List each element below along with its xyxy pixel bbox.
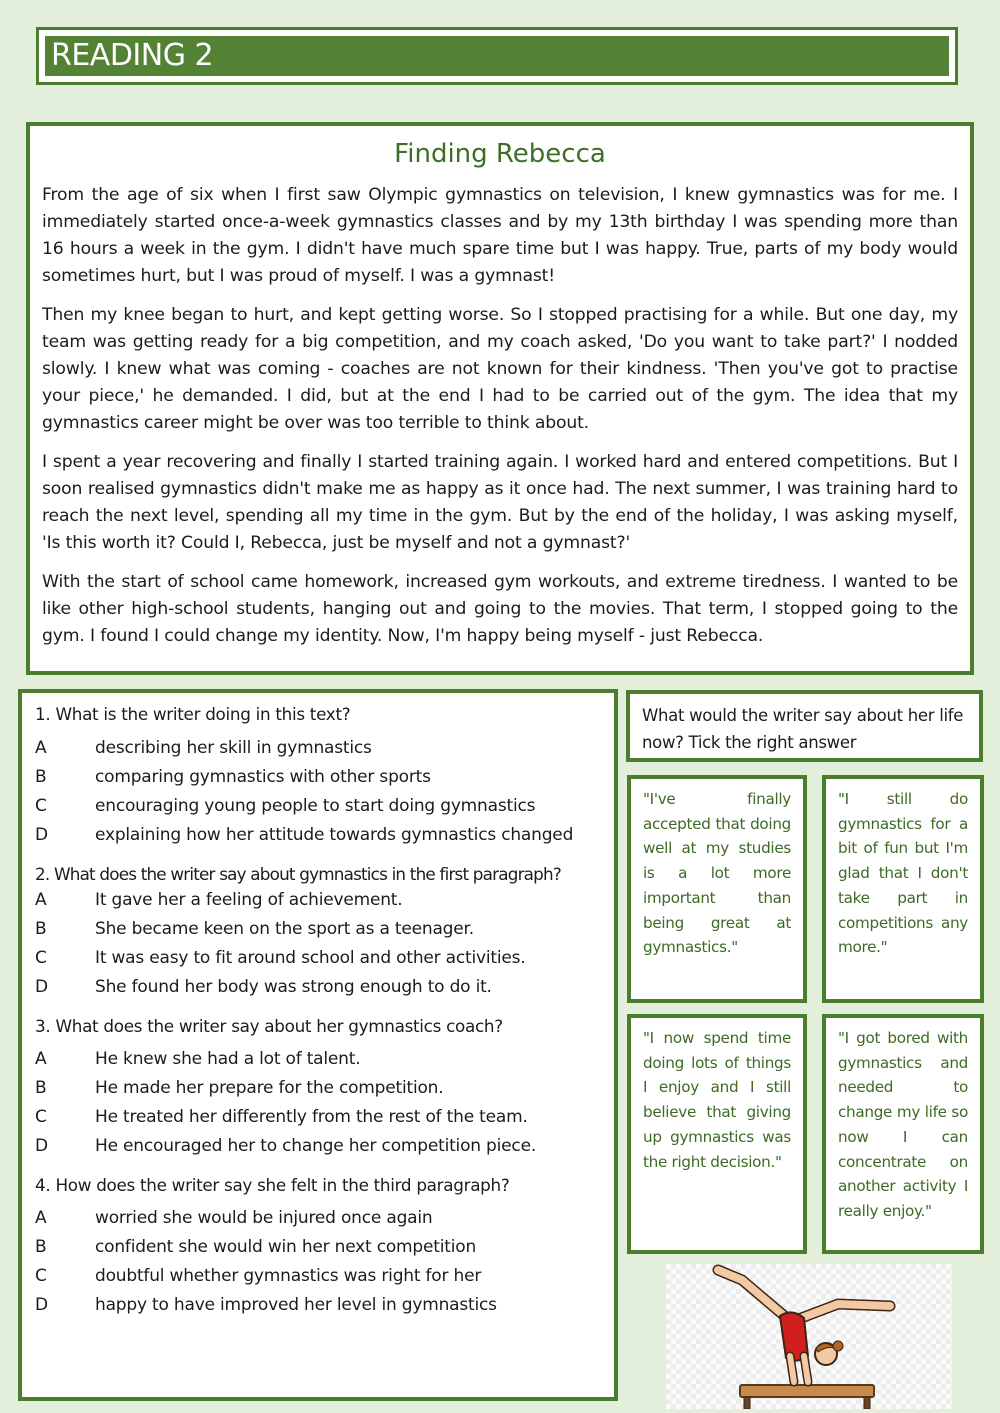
option-text: She became keen on the sport as a teenager. bbox=[95, 919, 474, 939]
option-text: comparing gymnastics with other sports bbox=[95, 767, 431, 787]
answer-option[interactable] bbox=[35, 886, 614, 915]
question-title: 1. What is the writer doing in this text? bbox=[35, 704, 351, 724]
answer-option[interactable] bbox=[35, 944, 614, 973]
option-text: happy to have improved her level in gymnastics bbox=[95, 1295, 497, 1315]
option-letter: B bbox=[35, 1237, 47, 1257]
question-1 bbox=[35, 702, 614, 850]
option-letter: B bbox=[35, 1078, 47, 1098]
option-letter: D bbox=[35, 1136, 48, 1156]
passage-paragraph-1: From the age of six when I first saw Olympic gymnastics on television, I knew gymnastics was for me. I immediately started once-a-week gymnastics classes and by my 13th birthday I was spending more than 16 hours a week in the gym. I didn't have much spare time but I was happy. True, parts of my body would sometimes hurt, but I was proud of myself. I was a gymnast! bbox=[42, 185, 958, 286]
option-letter: A bbox=[35, 890, 47, 910]
option-text: describing her skill in gymnastics bbox=[95, 738, 372, 758]
answer-option[interactable] bbox=[35, 792, 614, 821]
questions-panel bbox=[18, 689, 618, 1401]
answer-card-3[interactable]: "I now spend time doing lots of things I enjoy and I still believe that giving up gymnastics was the right decision." bbox=[627, 1014, 807, 1254]
option-text: He treated her differently from the rest of the team. bbox=[95, 1107, 528, 1127]
answer-option[interactable] bbox=[35, 1262, 614, 1291]
option-letter: D bbox=[35, 825, 48, 845]
passage-paragraph-4: With the start of school came homework, increased gym workouts, and extreme tiredness. I wanted to be like other high-school students, hanging out and going to the movies. That term, I stopped going to the gym. I found I could change my identity. Now, I'm happy being myself - just Rebecca. bbox=[42, 572, 958, 646]
option-text: He knew she had a lot of talent. bbox=[95, 1049, 361, 1069]
option-letter: C bbox=[35, 948, 47, 968]
option-letter: C bbox=[35, 796, 47, 816]
question-3 bbox=[35, 1014, 614, 1161]
answer-option[interactable] bbox=[35, 1103, 614, 1132]
reading-passage bbox=[26, 122, 974, 675]
answer-option[interactable] bbox=[35, 821, 614, 850]
question-title: 4. How does the writer say she felt in the third paragraph? bbox=[35, 1175, 510, 1195]
answer-option[interactable] bbox=[35, 1291, 614, 1320]
option-letter: A bbox=[35, 1049, 47, 1069]
option-letter: B bbox=[35, 767, 47, 787]
option-letter: C bbox=[35, 1266, 47, 1286]
question-4 bbox=[35, 1173, 614, 1320]
answer-option[interactable] bbox=[35, 1233, 614, 1262]
answer-card-2[interactable]: "I still do gymnastics for a bit of fun but I'm glad that I don't take part in competitions any more." bbox=[822, 775, 984, 1003]
option-text: It was easy to fit around school and other activities. bbox=[95, 948, 526, 968]
gymnast-handstand-on-beam-icon bbox=[666, 1264, 952, 1409]
option-letter: D bbox=[35, 977, 48, 997]
passage-title: Finding Rebecca bbox=[394, 139, 606, 169]
passage-paragraph-2: Then my knee began to hurt, and kept getting worse. So I stopped practising for a while. But one day, my team was getting ready for a big competition, and my coach asked, 'Do you want to take part?' I nodded slowly. I knew what was coming - coaches are not known for their kindness. 'Then you've got to practise your piece,' he demanded. I did, but at the end I had to be carried out of the gym. The idea that my gymnastics career might be over was too terrible to think about. bbox=[42, 305, 958, 433]
option-letter: C bbox=[35, 1107, 47, 1127]
answer-option[interactable] bbox=[35, 1074, 614, 1103]
answer-option[interactable] bbox=[35, 763, 614, 792]
answer-option[interactable] bbox=[35, 1132, 614, 1161]
answer-card-4[interactable]: "I got bored with gymnastics and needed to change my life so now I can concentrate on another activity I really enjoy." bbox=[822, 1014, 984, 1254]
option-text: doubtful whether gymnastics was right for her bbox=[95, 1266, 482, 1286]
option-text: He made her prepare for the competition. bbox=[95, 1078, 444, 1098]
answer-option[interactable] bbox=[35, 915, 614, 944]
page-title: READING 2 bbox=[45, 36, 949, 76]
option-letter: B bbox=[35, 919, 47, 939]
option-text: confident she would win her next competition bbox=[95, 1237, 477, 1257]
question-2 bbox=[35, 862, 614, 1002]
answer-card-1[interactable]: "I've finally accepted that doing well at my studies is a lot more important than being great at gymnastics." bbox=[627, 775, 807, 1003]
passage-paragraph-3: I spent a year recovering and finally I started training again. I worked hard and entered competitions. But I soon realised gymnastics didn't make me as happy as it once had. The next summer, I was training hard to reach the next level, spending all my time in the gym. But by the end of the holiday, I was asking myself, 'Is this worth it? Could I, Rebecca, just be myself and not a gymnast?' bbox=[42, 452, 958, 553]
option-letter: D bbox=[35, 1295, 48, 1315]
title-frame bbox=[36, 27, 958, 85]
option-letter: A bbox=[35, 738, 47, 758]
option-letter: A bbox=[35, 1208, 47, 1228]
option-text: encouraging young people to start doing gymnastics bbox=[95, 796, 536, 816]
option-text: It gave her a feeling of achievement. bbox=[95, 890, 403, 910]
question-title: 2. What does the writer say about gymnastics in the first paragraph? bbox=[35, 864, 561, 884]
question-title: 3. What does the writer say about her gymnastics coach? bbox=[35, 1016, 503, 1036]
option-text: worried she would be injured once again bbox=[95, 1208, 433, 1228]
option-text: explaining how her attitude towards gymnastics changed bbox=[95, 825, 574, 845]
answer-option[interactable] bbox=[35, 734, 614, 763]
option-text: He encouraged her to change her competition piece. bbox=[95, 1136, 537, 1156]
tick-prompt: What would the writer say about her life now? Tick the right answer bbox=[626, 690, 983, 762]
answer-option[interactable] bbox=[35, 1045, 614, 1074]
answer-option[interactable] bbox=[35, 1204, 614, 1233]
answer-option[interactable] bbox=[35, 973, 614, 1002]
gymnast-illustration bbox=[666, 1264, 952, 1409]
option-text: She found her body was strong enough to do it. bbox=[95, 977, 492, 997]
